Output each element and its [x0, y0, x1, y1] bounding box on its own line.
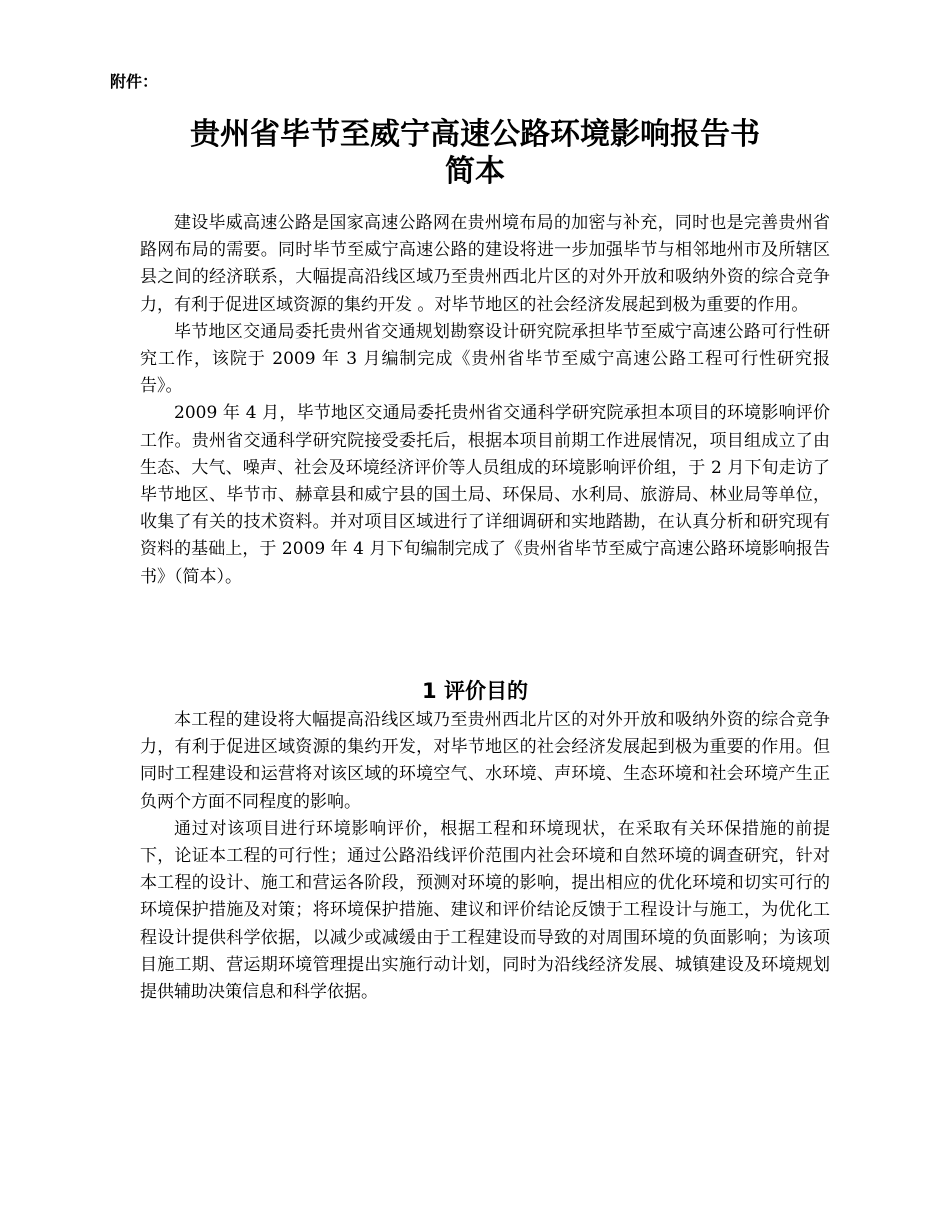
document-title-line1: 贵州省毕节至威宁高速公路环境影响报告书 — [190, 117, 760, 152]
document-title-line2: 简本 — [445, 154, 505, 189]
attachment-label: 附件： — [110, 72, 159, 91]
section1-paragraph-2: 通过对该项目进行环境影响评价，根据工程和环境现状，在采取有关环保措施的前提下，论证本工程的可行性；通过公路沿线评价范围内社会环境和自然环境的调查研究，针对本工程的设计、施工和营运各阶段，预测对环境的影响，提出相应的优化环境和切实可行的环境保护措施及对策；将环境保护措施、建议和评价结论反馈于工程设计与施工，为优化工程设计提供科学依据，以减少或减缓由于工程建设而导致的对周围环境的负面影响；为该项目施工期、营运期环境管理提出实施行动计划，同时为沿线经济发展、城镇建设及环境规划提供辅助决策信息和科学依据。 — [140, 818, 830, 1003]
section-heading: 1 评价目的 — [422, 679, 528, 703]
intro-paragraph-1: 建设毕威高速公路是国家高速公路网在贵州境布局的加密与补充，同时也是完善贵州省路网布局的需要。同时毕节至威宁高速公路的建设将进一步加强毕节与相邻地州市及所辖区县之间的经济联系，大幅提高沿线区域乃至贵州西北片区的对外开放和吸纳外资的综合竞争力，有利于促进区域资源的集约开发 。对毕节地区的社会经济发展起到极为重要的作用。 — [140, 213, 830, 315]
intro-paragraph-2: 毕节地区交通局委托贵州省交通规划勘察设计研究院承担毕节至威宁高速公路可行性研究工作，该院于 2009 年 3 月编制完成《贵州省毕节至威宁高速公路工程可行性研究报告》。 — [140, 321, 830, 397]
intro-paragraph-3: 2009 年 4 月，毕节地区交通局委托贵州省交通科学研究院承担本项目的环境影响评价工作。贵州省交通科学研究院接受委托后，根据本项目前期工作进展情况，项目组成立了由生态、大气、噪声、社会及环境经济评价等人员组成的环境影响评价组，于 2 月下旬走访了毕节地区、毕节市、赫章县和威宁县的国土局、环保局、水利局、旅游局、林业局等单位，收集了有关的技术资料。并对项目区域进行了详细调研和实地踏勘，在认真分析和研究现有资料的基础上，于 2009 年 4 月下旬编制完成了《贵州省毕节至威宁高速公路环境影响报告书》（简本）。 — [140, 403, 830, 587]
intro-section — [140, 210, 830, 591]
section1-paragraph-1: 本工程的建设将大幅提高沿线区域乃至贵州西北片区的对外开放和吸纳外资的综合竞争力，有利于促进区域资源的集约开发，对毕节地区的社会经济发展起到极为重要的作用。但同时工程建设和运营将对该区域的环境空气、水环境、声环境、生态环境和社会环境产生正负两个方面不同程度的影响。 — [140, 710, 830, 812]
section1-body — [140, 707, 830, 1006]
document-title — [0, 116, 950, 190]
